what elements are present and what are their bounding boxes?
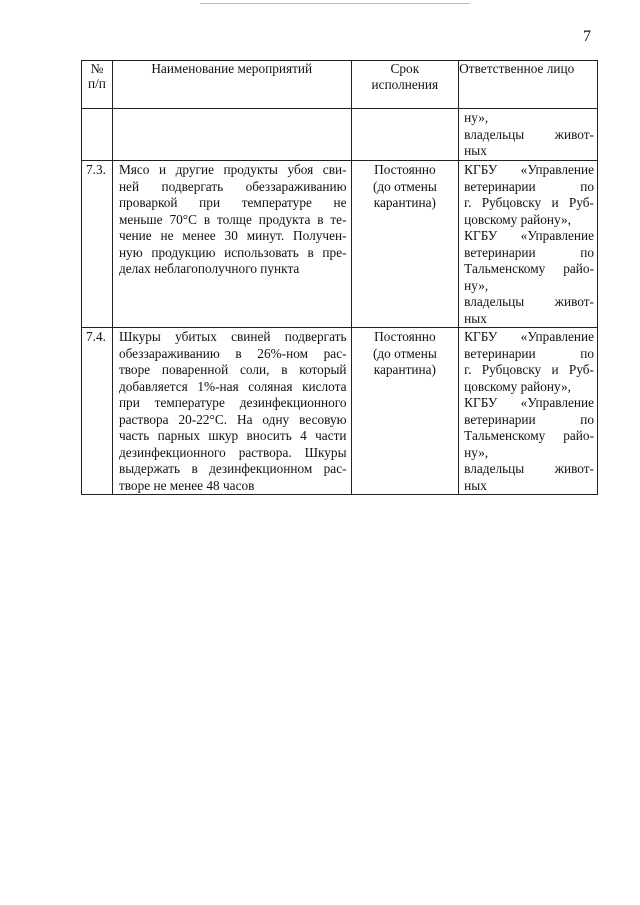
continuation-row xyxy=(82,109,598,161)
name-line: часть парных шкур вносить 4 части xyxy=(118,428,347,443)
name-line: творе поваренной соли, в который xyxy=(118,362,347,377)
cell-name xyxy=(112,109,351,161)
name-line: Шкуры убитых свиней подвергать xyxy=(118,329,347,344)
responsible-line: ну», xyxy=(464,110,489,125)
name-line: Мясо и другие продукты убоя сви- xyxy=(118,162,347,177)
responsible-line: цовскому району», xyxy=(464,378,571,394)
responsible-line: владельцы живот- xyxy=(464,461,594,476)
name-line: меньше 70°С в толще продукта в те- xyxy=(118,211,347,227)
cell-term xyxy=(351,109,459,161)
responsible-line: ветеринарии по xyxy=(464,345,594,361)
cell-name xyxy=(112,328,351,495)
header-number-line: п/п xyxy=(88,76,106,91)
cell-number: 7.4. xyxy=(82,328,113,495)
term-line: (до отмены xyxy=(372,345,437,361)
header-number-line: № xyxy=(90,61,104,76)
responsible-line: ветеринарии по xyxy=(464,178,594,194)
cell-number xyxy=(82,109,113,161)
header-number xyxy=(82,61,113,109)
responsible-line: ных xyxy=(464,477,487,493)
responsible-line: КГБУ «Управление xyxy=(464,329,594,344)
term-line: карантина) xyxy=(373,362,436,377)
name-line: выдержать в дезинфекционном рас- xyxy=(118,461,347,476)
header-term xyxy=(351,61,459,109)
responsible-line: г. Рубцовску и Руб- xyxy=(464,195,594,210)
cell-number: 7.3. xyxy=(82,161,113,328)
responsible-line: Тальменскому райо- xyxy=(464,428,594,443)
page-number: 7 xyxy=(583,28,591,45)
cell-responsible xyxy=(459,161,598,328)
responsible-line: Тальменскому райо- xyxy=(464,261,594,276)
responsible-line: ну», xyxy=(464,444,489,460)
responsible-line: ну», xyxy=(464,277,489,293)
term-line: карантина) xyxy=(373,195,436,210)
name-line: обеззараживанию в 26%-ном рас- xyxy=(118,345,347,361)
table-header-row xyxy=(82,61,598,109)
measures-table xyxy=(81,60,598,495)
name-line: при температуре дезинфекционного xyxy=(118,395,347,410)
responsible-line: ветеринарии по xyxy=(464,411,594,427)
scan-artifact-line xyxy=(200,3,470,4)
header-responsible: Ответственное лицо xyxy=(459,61,598,109)
table-row xyxy=(82,161,598,328)
term-line: Постоянно xyxy=(374,162,436,177)
responsible-line: КГБУ «Управление xyxy=(464,228,594,243)
cell-term xyxy=(351,161,459,328)
name-line: раствора 20-22°С. На одну весовую xyxy=(118,411,347,427)
responsible-line: ветеринарии по xyxy=(464,244,594,260)
name-line: чение не менее 30 минут. Получен- xyxy=(118,228,347,243)
name-line: проваркой при температуре не xyxy=(118,195,347,210)
cell-responsible xyxy=(459,328,598,495)
table-row xyxy=(82,328,598,495)
responsible-line: цовскому району», xyxy=(464,211,571,227)
name-line: добавляется 1%-ная соляная кислота xyxy=(118,378,347,394)
name-line: ней подвергать обеззараживанию xyxy=(118,178,347,194)
responsible-line: г. Рубцовску и Руб- xyxy=(464,362,594,377)
responsible-line: ных xyxy=(464,143,487,158)
name-line: творе не менее 48 часов xyxy=(118,477,255,493)
responsible-line: КГБУ «Управление xyxy=(464,395,594,410)
term-line: (до отмены xyxy=(372,178,437,194)
name-line: дезинфекционного раствора. Шкуры xyxy=(118,444,347,460)
cell-term xyxy=(351,328,459,495)
header-term-line: исполнения xyxy=(371,77,439,92)
name-line: делах неблагополучного пункта xyxy=(118,261,300,276)
name-line: ную продукцию использовать в пре- xyxy=(118,244,347,260)
responsible-line: владельцы живот- xyxy=(464,126,594,142)
header-term-line: Срок xyxy=(390,61,420,76)
cell-name xyxy=(112,161,351,328)
responsible-line: владельцы живот- xyxy=(464,294,594,309)
term-line: Постоянно xyxy=(374,329,436,344)
responsible-line: КГБУ «Управление xyxy=(464,162,594,177)
responsible-line: ных xyxy=(464,310,487,326)
cell-responsible xyxy=(459,109,598,161)
header-name: Наименование мероприятий xyxy=(112,61,351,109)
